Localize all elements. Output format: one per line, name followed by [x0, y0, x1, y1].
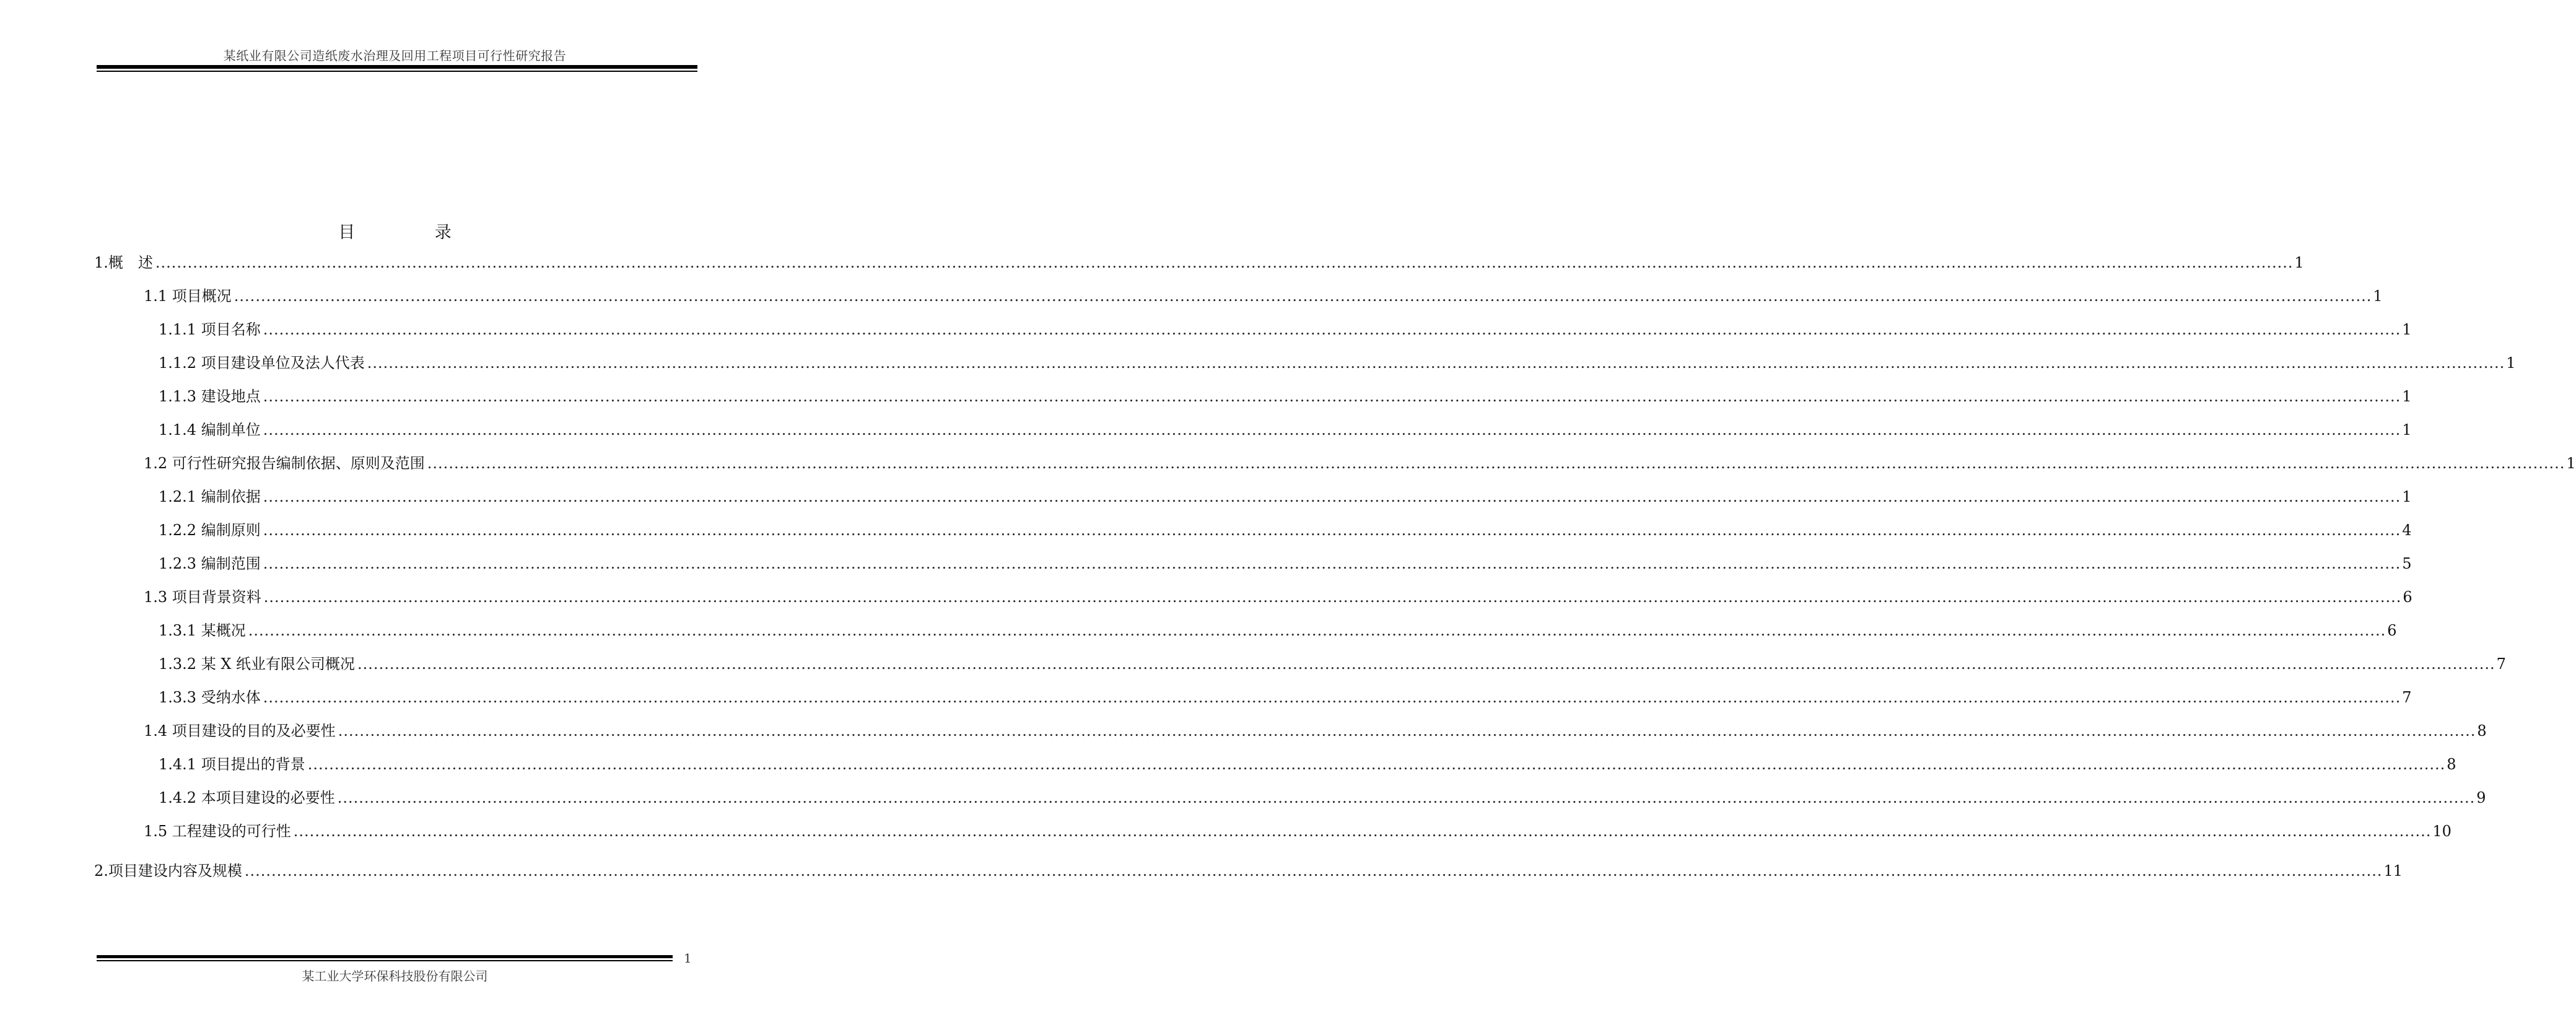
- toc-entry[interactable]: [159, 520, 2412, 540]
- toc-entry-label: 1.1.4 编制单位: [159, 421, 261, 439]
- toc-leader-dots: ................................................................................................................................................................................................................................................................................................................................................................................................................: [427, 455, 2565, 472]
- toc-entry[interactable]: [94, 861, 2403, 881]
- toc-leader-dots: ................................................................................................................................................................................................................................................................................................................................................................................................................: [263, 388, 2401, 405]
- toc-entry[interactable]: [159, 387, 2412, 406]
- toc-entry-label: 1.3 项目背景资料: [144, 588, 261, 606]
- page-number: 1: [684, 951, 692, 966]
- toc-entry-label: 1.4 项目建设的目的及必要性: [144, 722, 336, 740]
- toc-entry-page: 11: [2383, 862, 2403, 880]
- toc-entry-label: 1.1 项目概况: [144, 287, 232, 305]
- toc-entry-label: 1.4.2 本项目建设的必要性: [159, 789, 335, 806]
- toc-entry-label: 2.项目建设内容及规模: [94, 862, 242, 880]
- toc-entry-page: 9: [2476, 789, 2486, 806]
- toc-entry-page: 8: [2477, 722, 2487, 740]
- toc-entry-page: 6: [2387, 622, 2397, 639]
- toc-entry[interactable]: [94, 253, 2304, 273]
- toc-entry-page: 5: [2402, 555, 2412, 572]
- toc-entry[interactable]: [159, 487, 2412, 507]
- toc-entry[interactable]: [144, 821, 2452, 841]
- toc-entry-page: 10: [2432, 823, 2452, 840]
- toc-entry-label: 1.1.3 建设地点: [159, 388, 261, 405]
- toc-entry-label: 1.3.2 某 X 纸业有限公司概况: [159, 655, 356, 673]
- toc-leader-dots: ................................................................................................................................................................................................................................................................................................................................................................................................................: [337, 789, 2476, 806]
- toc-leader-dots: ................................................................................................................................................................................................................................................................................................................................................................................................................: [263, 522, 2401, 539]
- toc-entry-page: 1: [2402, 421, 2412, 439]
- header-title: 某纸业有限公司造纸废水治理及回用工程项目可行性研究报告: [223, 48, 567, 63]
- toc-title: 目 录: [338, 223, 489, 242]
- toc-entry-page: 1: [2294, 254, 2304, 271]
- toc-leader-dots: ................................................................................................................................................................................................................................................................................................................................................................................................................: [263, 689, 2401, 706]
- toc-entry-page: 1: [2566, 455, 2576, 472]
- toc-leader-dots: ................................................................................................................................................................................................................................................................................................................................................................................................................: [244, 862, 2383, 880]
- footer-rule-thin: [97, 960, 673, 961]
- toc-entry-label: 1.3.1 某概况: [159, 622, 246, 639]
- toc-entry-label: 1.3.3 受纳水体: [159, 689, 261, 706]
- toc-entry-page: 6: [2403, 588, 2412, 606]
- toc-entry[interactable]: [159, 554, 2412, 574]
- toc-entry[interactable]: [144, 721, 2487, 741]
- toc-entry-page: 1: [2402, 321, 2412, 338]
- toc-leader-dots: ................................................................................................................................................................................................................................................................................................................................................................................................................: [338, 722, 2476, 740]
- toc-entry-page: 7: [2496, 655, 2506, 673]
- toc-entry-page: 7: [2402, 689, 2412, 706]
- toc-entry-label: 1.概 述: [94, 254, 153, 271]
- toc-entry[interactable]: [159, 420, 2412, 440]
- footer-rule: [97, 955, 673, 958]
- toc-entry-label: 1.2 可行性研究报告编制依据、原则及范围: [144, 455, 425, 472]
- toc-entry-page: 1: [2402, 488, 2412, 505]
- toc-entry-page: 1: [2402, 388, 2412, 405]
- toc-leader-dots: ................................................................................................................................................................................................................................................................................................................................................................................................................: [155, 254, 2294, 271]
- toc-entry[interactable]: [159, 320, 2412, 339]
- footer-company: 某工业大学环保科技股份有限公司: [302, 969, 488, 984]
- toc-entry-page: 1: [2373, 287, 2383, 305]
- toc-entry-page: 8: [2447, 756, 2456, 773]
- toc-entry[interactable]: [144, 587, 2412, 607]
- toc-entry-label: 1.4.1 项目提出的背景: [159, 756, 305, 773]
- toc-leader-dots: ................................................................................................................................................................................................................................................................................................................................................................................................................: [263, 555, 2401, 572]
- toc-entry-label: 1.2.3 编制范围: [159, 555, 261, 572]
- toc-entry-page: 1: [2506, 354, 2516, 372]
- toc-entry[interactable]: [159, 654, 2506, 674]
- toc-entry-page: 4: [2402, 522, 2412, 539]
- toc-entry[interactable]: [159, 754, 2456, 774]
- toc-entry-label: 1.1.2 项目建设单位及法人代表: [159, 354, 365, 372]
- toc-leader-dots: ................................................................................................................................................................................................................................................................................................................................................................................................................: [293, 823, 2432, 840]
- toc-leader-dots: ................................................................................................................................................................................................................................................................................................................................................................................................................: [367, 354, 2505, 372]
- toc-entry-label: 1.5 工程建设的可行性: [144, 823, 291, 840]
- toc-leader-dots: ................................................................................................................................................................................................................................................................................................................................................................................................................: [263, 321, 2401, 338]
- toc-entry-label: 1.2.2 编制原则: [159, 522, 261, 539]
- toc-leader-dots: ................................................................................................................................................................................................................................................................................................................................................................................................................: [263, 588, 2402, 606]
- toc-leader-dots: ................................................................................................................................................................................................................................................................................................................................................................................................................: [307, 756, 2446, 773]
- toc-entry[interactable]: [159, 688, 2412, 707]
- toc-entry[interactable]: [159, 353, 2516, 373]
- toc-leader-dots: ................................................................................................................................................................................................................................................................................................................................................................................................................: [263, 488, 2401, 505]
- toc-entry[interactable]: [144, 286, 2383, 306]
- toc-entry[interactable]: [159, 621, 2397, 640]
- toc-entry[interactable]: [144, 453, 2576, 473]
- toc-leader-dots: ................................................................................................................................................................................................................................................................................................................................................................................................................: [263, 421, 2401, 439]
- toc-leader-dots: ................................................................................................................................................................................................................................................................................................................................................................................................................: [248, 622, 2386, 639]
- toc-leader-dots: ................................................................................................................................................................................................................................................................................................................................................................................................................: [234, 287, 2372, 305]
- toc-entry-label: 1.1.1 项目名称: [159, 321, 261, 338]
- toc-entry[interactable]: [159, 788, 2486, 808]
- toc-entry-label: 1.2.1 编制依据: [159, 488, 261, 505]
- toc-leader-dots: ................................................................................................................................................................................................................................................................................................................................................................................................................: [357, 655, 2495, 673]
